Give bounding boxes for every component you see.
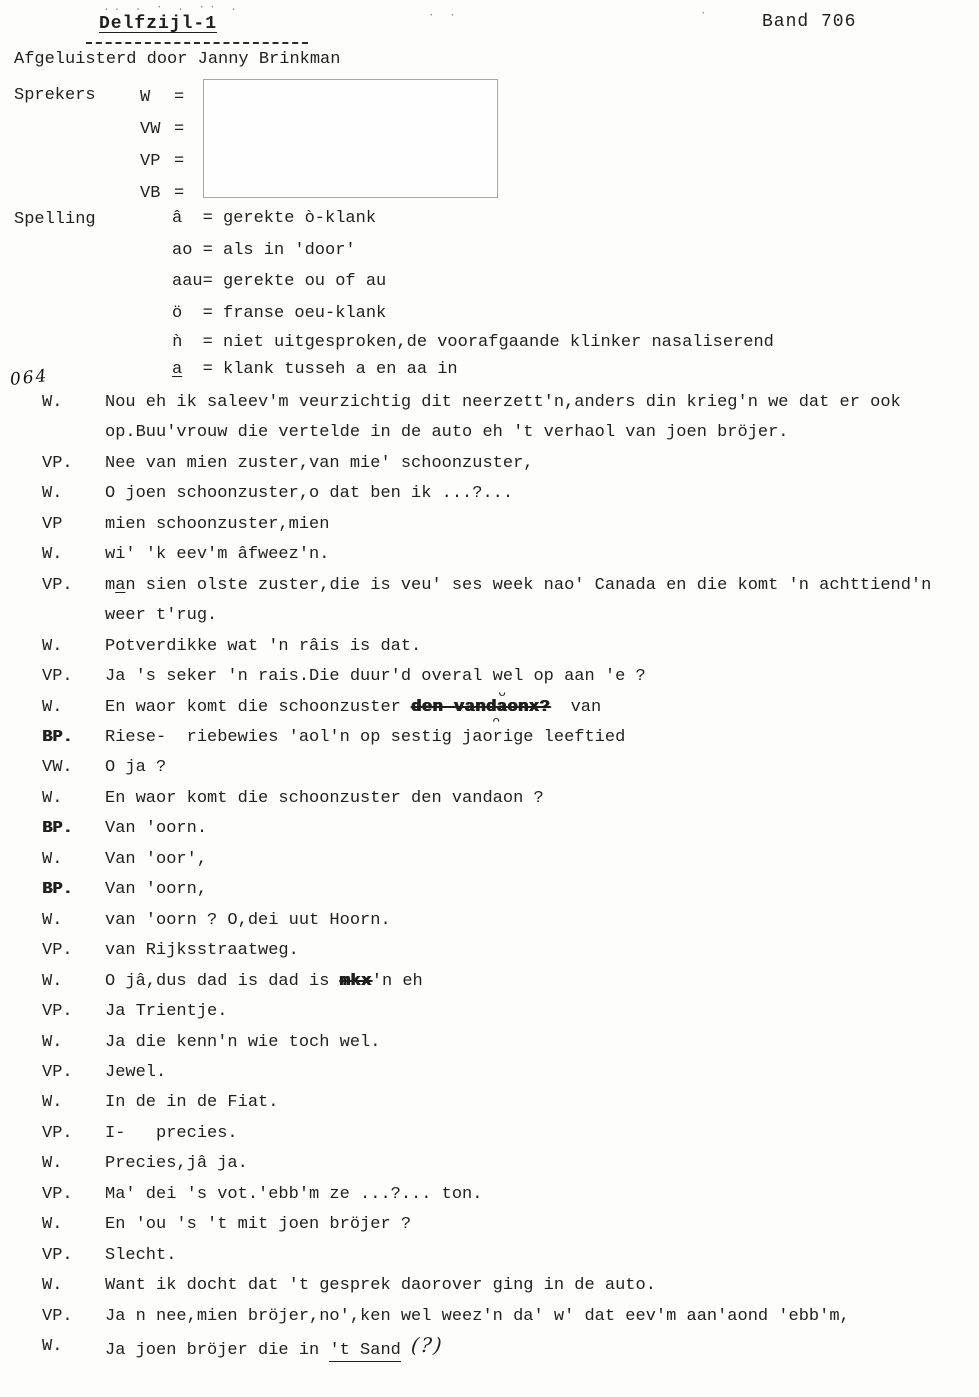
dialogue-continuation-line xyxy=(0,601,979,631)
spelling-definition: = niet uitgesproken,de voorafgaande klinker nasaliserend xyxy=(202,333,774,352)
speaker-label: VP. xyxy=(42,1245,73,1265)
speaker-label: W. xyxy=(42,1093,63,1113)
speaker-label: VP. xyxy=(42,453,73,473)
spelling-label: Spelling xyxy=(14,210,96,229)
dialogue-line xyxy=(0,1058,979,1088)
dialogue-line xyxy=(0,1088,979,1118)
dialogue-text: Van 'oorn. xyxy=(105,819,208,839)
dialogue-text: wi' 'k eev'm âfweez'n. xyxy=(105,545,330,565)
dialogue-line xyxy=(0,449,979,479)
underline-text: 't Sand xyxy=(329,1341,401,1361)
dialogue-line xyxy=(0,1302,979,1332)
dialogue-text: van xyxy=(550,697,602,717)
dialogue-text: O joen schoonzuster,o dat ben ik ...?... xyxy=(105,484,514,504)
equals-sign: = xyxy=(174,120,185,139)
speaker-label: W. xyxy=(42,1215,63,1235)
dialogue-text: En 'ou 's 't mit joen bröjer ? xyxy=(105,1215,412,1235)
names-redaction-box xyxy=(203,79,498,198)
dialogue-line xyxy=(0,1241,979,1271)
dialogue-line xyxy=(0,1119,979,1149)
page-title: Delfzijl-1 xyxy=(99,14,218,34)
dialogue-line xyxy=(0,388,979,418)
speaker-label: BP. xyxy=(42,880,73,900)
dialogue-line xyxy=(0,753,979,783)
strike-text: mkx xyxy=(339,971,372,991)
equals-sign: = xyxy=(174,152,185,171)
speaker-label: W. xyxy=(42,484,63,504)
dialogue-text: Precies,jâ ja. xyxy=(105,1154,248,1174)
spelling-row xyxy=(172,356,774,383)
band-label: Band 706 xyxy=(762,12,857,32)
dialogue-line xyxy=(0,1210,979,1240)
spelling-legend xyxy=(172,203,774,383)
spelling-definition: = als in 'door' xyxy=(202,240,356,260)
paper-speck: · xyxy=(700,8,711,20)
dialogue-text: 'n eh xyxy=(371,971,423,991)
speaker-label: W. xyxy=(42,1032,63,1052)
spelling-symbol: ǹ xyxy=(172,333,183,352)
speaker-key-row xyxy=(140,114,184,146)
dialogue-text: Van 'oorn, xyxy=(105,880,208,900)
speaker-label: VW. xyxy=(42,758,73,778)
dialogue-line xyxy=(0,936,979,966)
transcriber-line: Afgeluisterd door Janny Brinkman xyxy=(14,50,341,69)
spelling-row xyxy=(172,266,774,298)
dialogue-line xyxy=(0,814,979,844)
hand-text: (?) xyxy=(410,1333,445,1358)
dialogue-text: Want ik docht dat 't gesprek daorover ging in de auto. xyxy=(105,1276,656,1296)
spelling-definition: = klank tusseh a en aa in xyxy=(202,360,458,379)
speaker-label: W. xyxy=(42,849,63,869)
equals-sign: = xyxy=(174,184,185,203)
dialogue-text: O ja ? xyxy=(105,758,167,778)
dialogue-text: En waor komt die schoonzuster den vandaon ? xyxy=(105,788,544,808)
speaker-label: W. xyxy=(42,545,63,565)
speaker-label: W. xyxy=(42,1276,63,1296)
dialogue-text: Ja joen bröjer die in xyxy=(105,1341,330,1361)
speaker-label: W. xyxy=(42,788,63,808)
dialogue-text: weer t'rug. xyxy=(105,606,218,626)
spelling-definition: = gerekte ou of au xyxy=(202,272,387,291)
dialogue-line xyxy=(0,845,979,875)
dialogue-line xyxy=(0,997,979,1027)
speaker-label: W. xyxy=(42,1337,63,1357)
spelling-row xyxy=(172,235,774,267)
dialogue-text: Van 'oor', xyxy=(105,849,208,869)
dialogue-line xyxy=(0,723,979,753)
dialogue-line xyxy=(0,540,979,570)
dialogue-text: n sien olste zuster,die is veu' ses week nao' Canada en die komt 'n achttiend'n xyxy=(125,575,932,595)
dialogue-line xyxy=(0,1028,979,1058)
spelling-symbol: a xyxy=(172,360,183,379)
dialogue-text: op.Buu'vrouw die vertelde in de auto eh 't verhaol van joen bröjer. xyxy=(105,423,789,443)
dialogue-continuation-line xyxy=(0,418,979,448)
speaker-label: W. xyxy=(42,697,63,717)
dialogue-line xyxy=(0,1332,979,1366)
dialogue-line xyxy=(0,784,979,814)
speaker-key: VP xyxy=(140,152,161,171)
dialogue-line xyxy=(0,1180,979,1210)
dialogue-line xyxy=(0,906,979,936)
speaker-label: VP. xyxy=(42,941,73,961)
dialogue-text: Ja Trientje. xyxy=(105,1002,228,1022)
dialogue-transcript xyxy=(0,388,979,1367)
speaker-label: BP. xyxy=(42,727,73,747)
speaker-label: VP. xyxy=(42,1002,73,1022)
speaker-label: VP xyxy=(42,514,63,534)
speaker-label: W. xyxy=(42,910,63,930)
dialogue-line xyxy=(0,632,979,662)
dialogue-line xyxy=(0,571,979,601)
dialogue-text: Riese- riebewies 'aol'n op sestig jaorige leeftied xyxy=(105,727,626,747)
speaker-label: VP. xyxy=(42,1123,73,1143)
dialogue-line xyxy=(0,1149,979,1179)
dialogue-text: Ja 's seker 'n rais.Die duur'd overal wel op aan 'e ? xyxy=(105,667,646,687)
speaker-label: VP. xyxy=(42,667,73,687)
dialogue-text: Jewel. xyxy=(105,1062,167,1082)
sprekers-label: Sprekers xyxy=(14,86,96,105)
dialogue-text: van 'oorn ? O,dei uut Hoorn. xyxy=(105,910,391,930)
dialogue-text: van Rijksstraatweg. xyxy=(105,941,299,961)
dialogue-text: I- precies. xyxy=(105,1123,238,1143)
spelling-symbol: ao xyxy=(172,240,193,260)
dialogue-line xyxy=(0,967,979,997)
dialogue-line xyxy=(0,479,979,509)
letter-underline-text: a xyxy=(115,575,126,595)
handwritten-page-number: 064 xyxy=(9,366,50,390)
speaker-key-list xyxy=(140,82,184,210)
paper-speck: .. . · . ·· . xyxy=(103,2,241,14)
speaker-label: W. xyxy=(42,636,63,656)
speaker-label: W. xyxy=(42,1154,63,1174)
dialogue-line xyxy=(0,1271,979,1301)
speaker-key: VB xyxy=(140,184,161,203)
speaker-key-row xyxy=(140,146,184,178)
dialogue-text: Ma' dei 's vot.'ebb'm ze ...?... ton. xyxy=(105,1184,483,1204)
dialogue-text: O jâ,dus dad is dad is xyxy=(105,971,340,991)
dialogue-text: mien schoonzuster,mien xyxy=(105,514,330,534)
dialogue-text: Slecht. xyxy=(105,1245,177,1265)
dialogue-text: En waor komt die schoonzuster xyxy=(105,697,412,717)
strike-text: den vandaonx? xyxy=(411,697,551,717)
speaker-label: VP. xyxy=(42,575,73,595)
title-dashes xyxy=(86,42,308,44)
dialogue-line xyxy=(0,875,979,905)
speaker-label: VP. xyxy=(42,1184,73,1204)
speaker-key-row xyxy=(140,82,184,114)
spelling-symbol: ö xyxy=(172,303,183,323)
spelling-row xyxy=(172,298,774,330)
spelling-symbol: â xyxy=(172,209,183,228)
speaker-label: W. xyxy=(42,971,63,991)
dialogue-text: Nou eh ik saleev'm veurzichtig dit neerzett'n,anders din krieg'n we dat er ook xyxy=(105,393,901,412)
dialogue-text: In de in de Fiat. xyxy=(105,1093,279,1113)
paper-speck: · · xyxy=(428,10,460,22)
speaker-key: VW xyxy=(140,120,161,139)
spelling-definition: = franse oeu-klank xyxy=(202,303,387,323)
dialogue-text: Potverdikke wat 'n râis is dat. xyxy=(105,636,422,656)
dialogue-text: Ja die kenn'n wie toch wel. xyxy=(105,1032,381,1052)
spelling-symbol: aau xyxy=(172,272,203,291)
speaker-label: VP. xyxy=(42,1062,73,1082)
speaker-key: W xyxy=(140,88,151,107)
dialogue-line xyxy=(0,662,979,692)
dialogue-text: Nee van mien zuster,van mie' schoonzuster, xyxy=(105,453,534,473)
spelling-row xyxy=(172,203,774,235)
dialogue-text: Ja n nee,mien bröjer,no',ken wel weez'n da' w' dat eev'm aan'aond 'ebb'm, xyxy=(105,1306,850,1326)
dialogue-line xyxy=(0,510,979,540)
speaker-label: VP. xyxy=(42,1306,73,1326)
speaker-label: W. xyxy=(42,393,63,412)
spelling-definition: = gerekte ò-klank xyxy=(202,209,377,228)
speaker-label: BP. xyxy=(42,819,73,839)
equals-sign: = xyxy=(174,88,185,107)
spelling-row xyxy=(172,329,774,356)
dialogue-text: m xyxy=(105,575,116,595)
dialogue-line: W. En waor komt die schoonzuster den vandaonx?ᴗᴖ van xyxy=(42,684,602,729)
